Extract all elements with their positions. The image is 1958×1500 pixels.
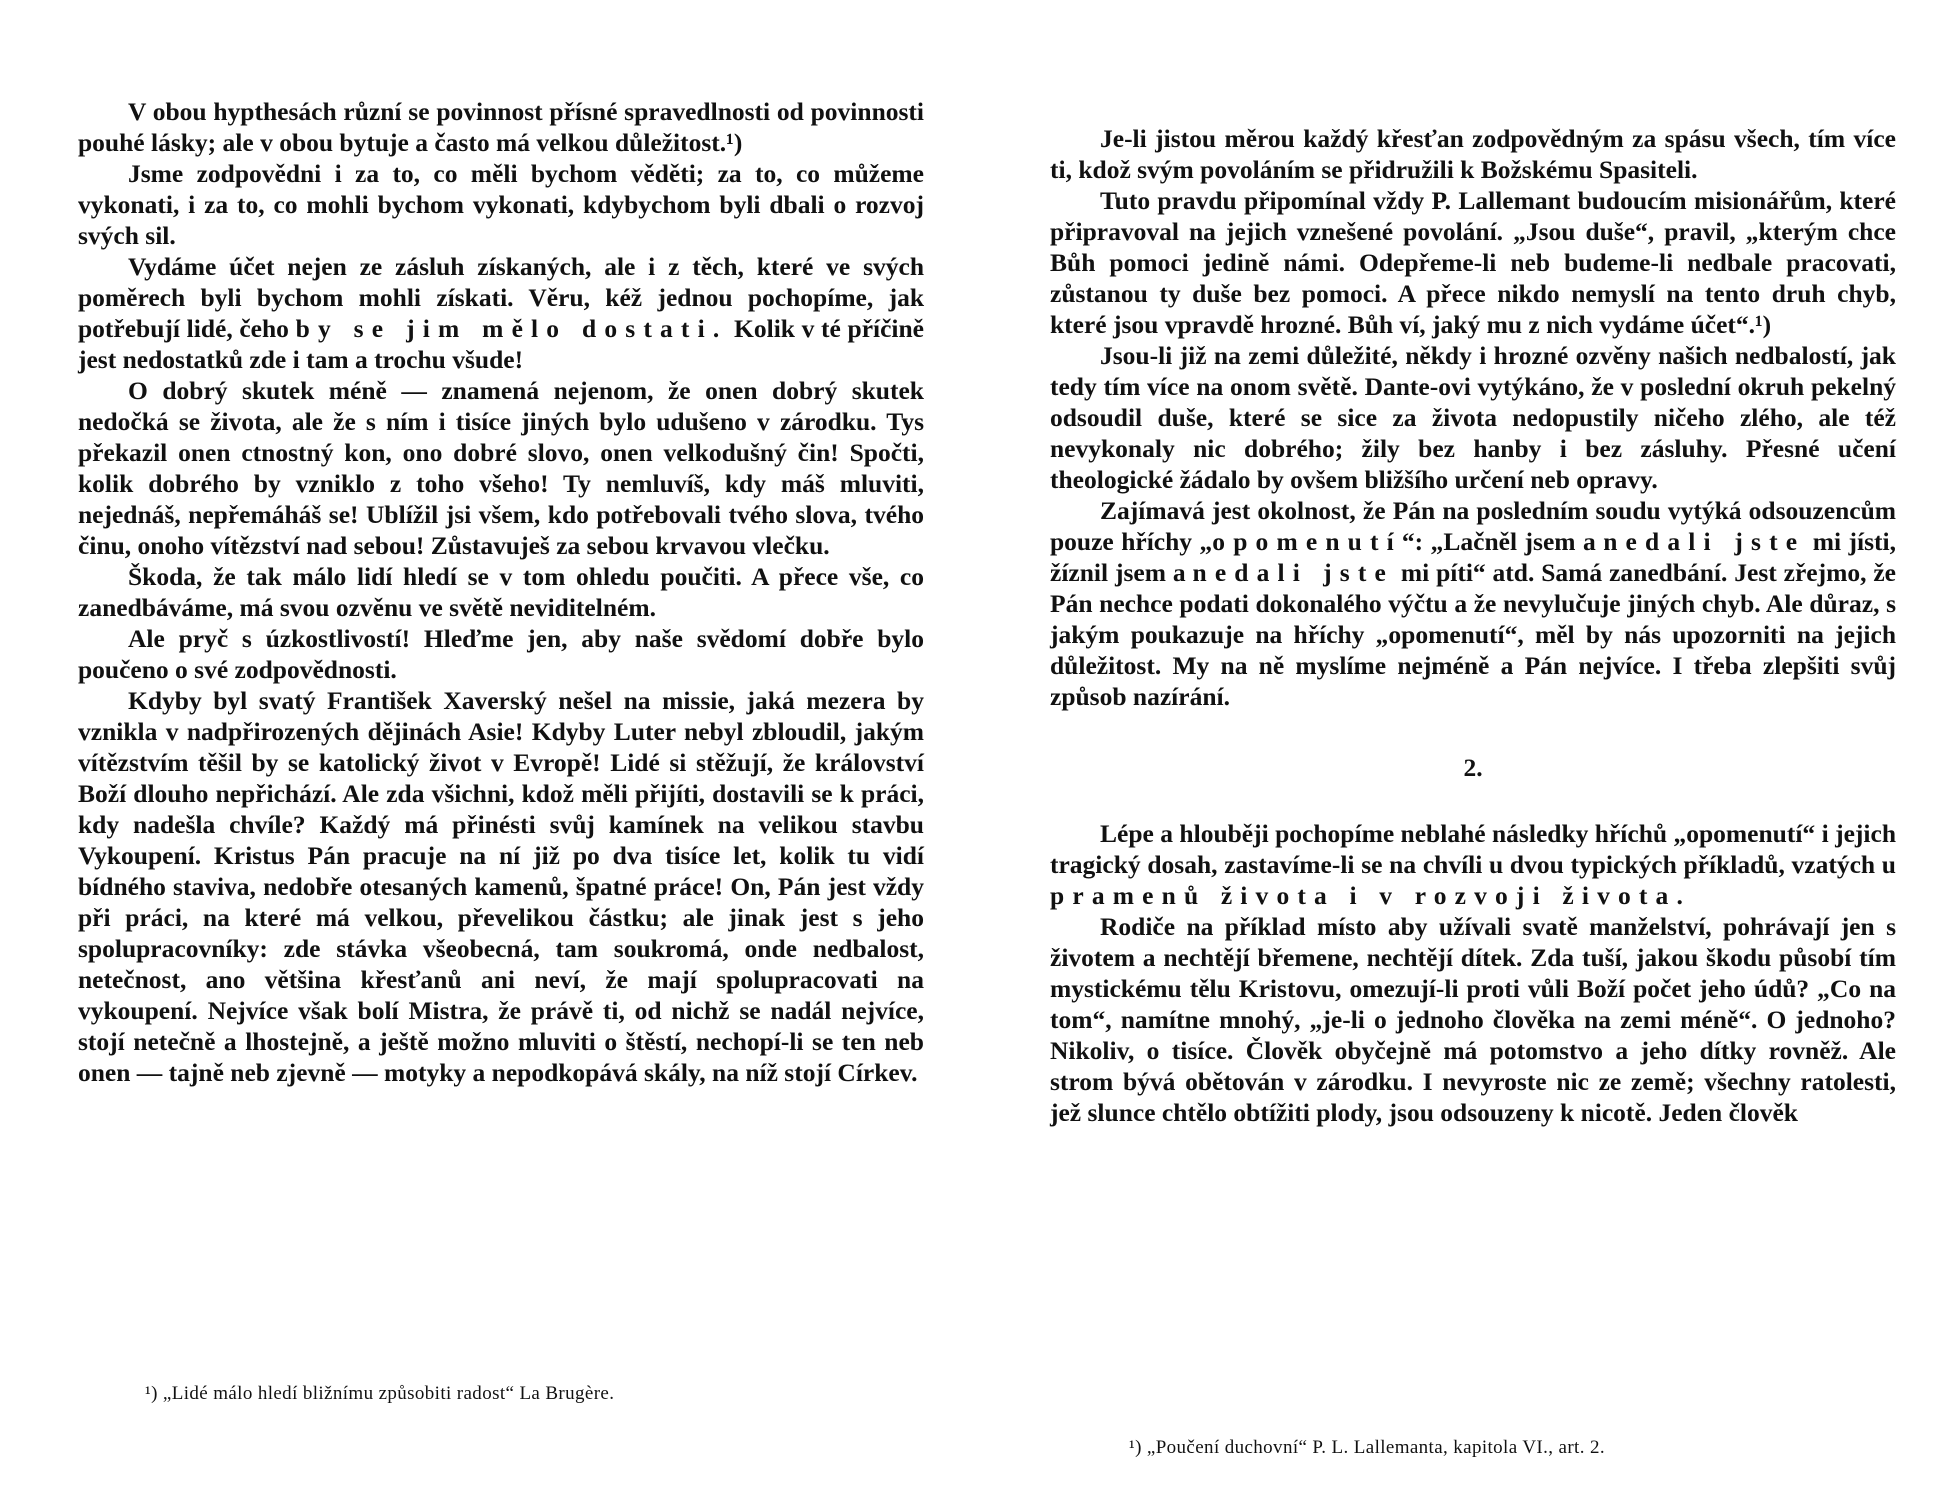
right-paragraph-4-emphasis-c: nedali jste bbox=[1192, 558, 1394, 587]
left-paragraph-3-emphasis: by se jim mělo dostati. bbox=[295, 314, 728, 343]
right-paragraph-4-text-a: Zajímavá jest okolnost, že Pán na posledním soudu vytýká odsouzencům pouze hříchy „ bbox=[1050, 496, 1896, 556]
right-paragraph-6: Rodiče na příklad místo aby užívali svatě manželství, pohrávají jen s životem a nechtějí břemene, nechtějí dítek. Zda tuší, jakou škodu působí tím mystickému tělu Kristovu, omezují-li proti vůli Boží počet jeho údů? „Co na tom“, namítne mnohý, „je-li o jednoho člověka na zemi méně“. O jednoho? Nikoliv, o tisíce. Člověk obyčejně má potomstvo a jeho dítky rovněž. Ale strom bývá obětován v zárodku. I nevyroste nic ze země; všechny ratolesti, jež slunce chtělo obtížiti plody, jsou odsouzeny k nicotě. Jeden člověk bbox=[1050, 912, 1896, 1127]
left-text-column bbox=[78, 96, 924, 1088]
right-paragraph-4-text-d: mi píti“ atd. Samá zanedbání. Jest zřejmo, že Pán nechce podati dokonalého výčtu a že nevylučuje jiných chyb. Ale důraz, s jakým poukazuje na hříchy „opomenutí“, měl by nás upozorniti na jejich důležitost. My na ně myslíme nejméně a Pán nejvíce. I třeba zlepšiti svůj způsob nazírání. bbox=[1050, 558, 1896, 711]
left-paragraph-4: O dobrý skutek méně — znamená nejenom, že onen dobrý skutek nedočká se života, ale že s ním i tisíce jiných bylo udušeno v zárodku. Tys překazil onen ctnostný kon, ono dobré slovo, onen velkodušný čin! Spočti, kolik dobrého by vzniklo z toho všeho! Ty nemluvíš, kdy máš mluviti, nejednáš, nepřemáháš se! Ublížil jsi všem, kdo potřebovali tvého slova, tvého činu, onoho vítězství nad sebou! Zůstavuješ za sebou krvavou vlečku. bbox=[78, 376, 924, 560]
right-text-column bbox=[1050, 123, 1896, 1128]
right-paragraph-3: Jsou-li již na zemi důležité, někdy i hrozné ozvěny našich nedbalostí, jak tedy tím více na onom světě. Dante-ovi vytýkáno, že v poslední okruh pekelný odsoudil duše, které se sice za života nedopustily ničeho zlého, ale též nevykonaly nic dobrého; žily bez hanby i bez zásluhy. Přesné učení theologické žádalo by ovšem bližšího určení neb opravy. bbox=[1050, 341, 1896, 494]
left-paragraph-7: Kdyby byl svatý František Xaverský nešel na missie, jaká mezera by vznikla v nadpřirozených dějinách Asie! Kdyby Luter nebyl zbloudil, jakým vítězstvím těšil by se katolický život v Evropě! Lidé si stěžují, že království Boží dlouho nepřichází. Ale zda všichni, kdož měli přijíti, dostavili se k práci, kdy nadešla chvíle? Každý má přinésti svůj kamínek na velikou stavbu Vykoupení. Kristus Pán pracuje na ní již po dva tisíce let, kolik tu vidí bídného staviva, nedobře otesaných kamenů, špatné práce! On, Pán jest vždy při práci, na které má velkou, převelikou částku; ale jinak jest s jeho spolupracovníky: zde stávka všeobecná, tam soukromá, onde nedbalost, netečnost, ano většina křesťanů ani neví, že mají spolupracovati na vykoupení. Nejvíce však bolí Mistra, že právě ti, od nichž se nadál nejvíce, stojí netečně a lhostejně, a ještě možno mluviti o štěstí, nechopí-li se ten neb onen — tajně neb zjevně — motyky a nepodkopává skály, na níž stojí Církev. bbox=[78, 686, 924, 1087]
left-paragraph-3-text-b: Kolik v té příčině jest nedostatků zde i tam a trochu všude! bbox=[78, 314, 925, 374]
right-paragraph-5 bbox=[1050, 818, 1896, 911]
right-page bbox=[979, 0, 1958, 1500]
left-paragraph-3-text-a: Vydáme účet nejen ze zásluh získaných, ale i z těch, které ve svých poměrech byli bychom mohli získati. Věru, kéž jednou pochopíme, jak potřebují lidé, čeho bbox=[78, 252, 924, 343]
right-paragraph-1: Je-li jistou měrou každý křesťan zodpovědným za spásu všech, tím více ti, kdož svým povoláním se přidružili k Božskému Spasiteli. bbox=[1050, 124, 1896, 184]
left-footnote: ¹) „Lidé málo hledí bližnímu způsobiti radost“ La Brugère. bbox=[145, 1383, 615, 1404]
right-paragraph-5-text-a: Lépe a hlouběji pochopíme neblahé následky hříchů „opomenutí“ i jejich tragický dosah, zastavíme-li se na chvíli u dvou typických příkladů, vzatých u bbox=[1050, 819, 1896, 879]
right-paragraph-4-emphasis-b: nedali jste bbox=[1603, 527, 1806, 556]
right-paragraph-4-emphasis-a: opomenutí bbox=[1212, 527, 1402, 556]
left-paragraph-5: Škoda, že tak málo lidí hledí se v tom ohledu poučiti. A přece vše, co zanedbáváme, má svou ozvěnu ve světě neviditelném. bbox=[78, 562, 924, 622]
right-paragraph-2: Tuto pravdu připomínal vždy P. Lallemant budoucím misionářům, které připravoval na jejich vznešené povolání. „Jsou duše“, pravil, „kterým chce Bůh pomoci jedině námi. Odepřeme-li neb budeme-li nedbale pracovati, zůstanou ty duše bez pomoci. A přece nikdo nemyslí na tento druh chyb, které jsou vpravdě hrozné. Bůh ví, jaký mu z nich vydáme účet“.¹) bbox=[1050, 186, 1896, 339]
right-paragraph-5-emphasis: pramenů života i v rozvoji života. bbox=[1050, 881, 1691, 910]
left-paragraph-3 bbox=[78, 251, 924, 375]
section-number: 2. bbox=[1463, 753, 1483, 782]
left-paragraph-2: Jsme zodpovědni i za to, co měli bychom věděti; za to, co můžeme vykonati, i za to, co mohli bychom vykonati, kdybychom byli dbali o rozvoj svých sil. bbox=[78, 159, 924, 250]
right-paragraph-4-text-b: “: „Lačněl jsem a bbox=[1401, 527, 1604, 556]
right-paragraph-4 bbox=[1050, 495, 1896, 712]
left-paragraph-1: V obou hypthesách různí se povinnost přísné spravedlnosti od povinnosti pouhé lásky; ale v obou bytuje a často má velkou důležitost.¹) bbox=[78, 97, 924, 157]
right-footnote: ¹) „Poučení duchovní“ P. L. Lallemanta, kapitola VI., art. 2. bbox=[1129, 1437, 1605, 1458]
left-paragraph-6: Ale pryč s úzkostlivostí! Hleďme jen, aby naše svědomí dobře bylo poučeno o své zodpovědnosti. bbox=[78, 624, 924, 684]
right-paragraph-4-text-c: mi jísti, žíznil jsem a bbox=[1050, 527, 1896, 587]
